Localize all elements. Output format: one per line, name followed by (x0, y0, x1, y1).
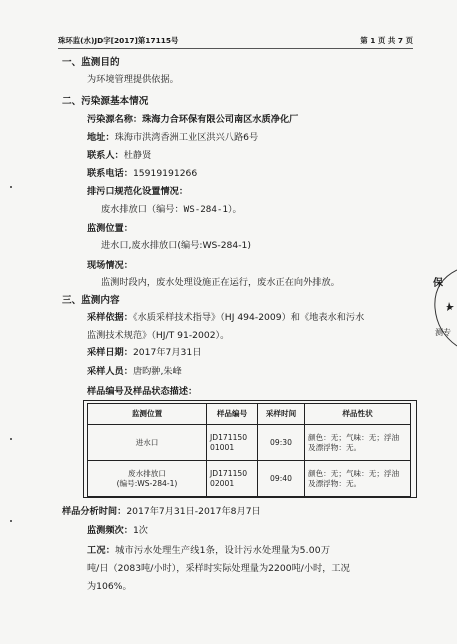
row-state (305, 425, 411, 461)
contact-line (87, 150, 151, 162)
sampling-date-line (87, 347, 201, 359)
row-time: 09:40 (258, 461, 305, 497)
sample-table-title: 样品编号及样品状态描述： (87, 386, 198, 397)
address-value: 珠海市洪湾香洲工业区洪兴八路6号 (114, 132, 259, 143)
frequency-value: 1次 (132, 525, 148, 536)
table-row (88, 461, 411, 497)
source-name-label: 污染源名称： (87, 114, 143, 125)
state-line1: 颜色：无；气味：无；浮油 (308, 469, 400, 479)
sampling-date-label: 采样日期： (87, 347, 133, 358)
outlet-label: 排污口规范化设置情况： (87, 186, 189, 197)
source-name-line (87, 114, 298, 126)
scan-speck (10, 438, 12, 440)
contact-value: 杜静贤 (123, 150, 152, 161)
report-number: 珠环监(水)JD字[2017]第17115号 (58, 36, 179, 45)
sample-id-part2: 01001 (210, 442, 235, 452)
page-header (58, 36, 413, 49)
address-label: 地址： (87, 132, 115, 143)
section-1-text: 为环境管理提供依据。 (87, 74, 179, 85)
state-line2: 及漂浮物：无。 (308, 478, 362, 488)
sampling-people-value: 唐昀翀,朱峰 (132, 366, 182, 377)
state-line1: 颜色：无；气味：无；浮油 (308, 433, 400, 443)
location-text: 废水排放口 (128, 469, 166, 479)
scan-speck (10, 186, 12, 188)
state-line2: 及漂浮物：无。 (308, 442, 362, 452)
sampling-basis-label: 采样依据： (87, 312, 133, 323)
source-name-value: 珠海力合环保有限公司南区水质净化厂 (142, 114, 299, 125)
seal-text-top: 保 (433, 278, 443, 289)
phone-line (87, 168, 197, 180)
location-text: 进水口 (135, 437, 159, 447)
col-header-state: 样品性状 (305, 404, 411, 425)
row-location (88, 425, 207, 461)
phone-label: 联系电话： (87, 168, 133, 179)
working-condition-line2: 吨/日（2083吨/小时），采样时实际处理量为2200吨/小时，工况 (87, 563, 350, 574)
sampling-people-label: 采样人员： (87, 366, 133, 377)
analysis-time-value: 2017年7月31日-2017年8月7日 (126, 506, 261, 517)
row-location (88, 461, 207, 497)
row-sample-id (207, 425, 258, 461)
sampling-basis-line1 (87, 312, 364, 324)
analysis-time-label: 样品分析时间： (62, 506, 127, 517)
sampling-basis-line2: 监测技术规范》（HJ/T 91-2002）。 (87, 330, 230, 341)
col-header-sample-id: 样品编号 (207, 404, 258, 425)
site-label: 现场情况： (87, 260, 133, 271)
frequency-line (87, 525, 148, 537)
scan-speck (10, 520, 12, 522)
row-state (305, 461, 411, 497)
analysis-time-line (62, 506, 261, 518)
frequency-label: 监测频次： (87, 525, 133, 536)
site-value: 监测时段内，废水处理设施正在运行，废水正在向外排放。 (101, 277, 340, 288)
contact-label: 联系人： (87, 150, 124, 161)
seal-graphic (427, 262, 457, 354)
sampling-date-value: 2017年7月31日 (132, 347, 202, 358)
section-3-title: 三、监测内容 (62, 295, 120, 306)
address-line (87, 132, 258, 144)
working-condition-line3: 为106%。 (87, 581, 132, 592)
working-condition-line1 (87, 545, 330, 557)
col-header-time: 采样时间 (258, 404, 305, 425)
section-1-title: 一、监测目的 (62, 57, 120, 68)
row-time: 09:30 (258, 425, 305, 461)
sample-id-part1: JD171150 (210, 433, 248, 443)
position-value: 进水口,废水排放口(编号:WS-284-1) (101, 240, 251, 251)
col-header-location: 监测位置 (88, 404, 207, 425)
working-condition-label: 工况： (87, 545, 116, 556)
table-header-row (88, 404, 411, 425)
sample-table (87, 403, 411, 497)
seal-text-bottom: 测专 (435, 328, 451, 337)
outlet-value: 废水排放口（编号：WS-284-1）。 (101, 204, 242, 215)
sample-id-part2: 02001 (210, 478, 235, 488)
sampling-people-line (87, 366, 182, 378)
phone-value: 15919191266 (132, 168, 198, 179)
page-number: 第 1 页 共 7 页 (360, 36, 413, 45)
sample-id-part1: JD171150 (210, 469, 248, 479)
table-row (88, 425, 411, 461)
seal-stamp (427, 262, 457, 354)
working-condition-text: 城市污水处理生产线1条，设计污水处理量为5.00万 (115, 545, 331, 556)
sampling-basis-value: 《水质采样技术指导》（HJ 494-2009）和《地表水和污水 (132, 312, 365, 323)
position-label: 监测位置： (87, 223, 133, 234)
row-sample-id (207, 461, 258, 497)
location-code: (编号:WS-284-1) (116, 478, 178, 488)
section-2-title: 二、污染源基本情况 (62, 96, 149, 107)
